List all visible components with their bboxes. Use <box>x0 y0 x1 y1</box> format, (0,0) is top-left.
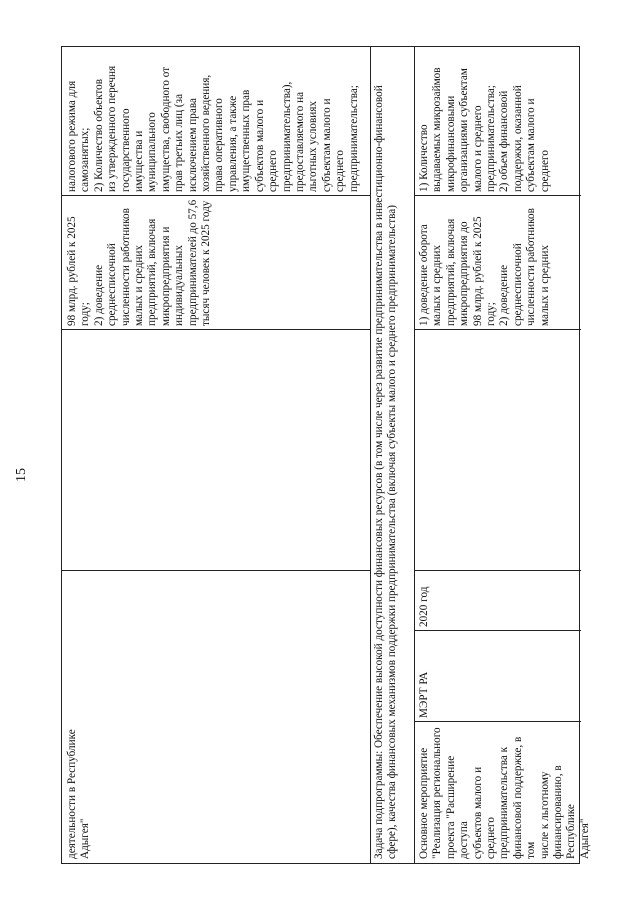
column-divider <box>414 630 581 631</box>
column-divider <box>414 329 581 330</box>
row1-event-cell: деятельности в Республике Адыгея" <box>66 729 92 859</box>
column-divider <box>414 195 581 196</box>
column-divider <box>414 721 581 722</box>
row1-indicator-cell: налогового режима для самозанятых; 2) Количество объектов из утвержденного перечня государственного имущества и муниципального имущества, свободного от прав третьих лиц (за исключением права хозяйственного ведения, права оперативного управления, а также имущественных прав субъектов малого и среднего предпринимательства), предоставляемого на льготных условиях субъектам малого и среднего предпринимательства; <box>66 65 360 192</box>
row3-period-cell: 2020 год <box>418 586 430 627</box>
program-table <box>61 46 591 864</box>
page-number: 15 <box>14 468 29 482</box>
row-divider <box>414 47 415 863</box>
row1-result-cell: 98 млрд. рублей к 2025 году; 2) доведение среднесписочной численности работников малых и средних предприятий, включая микропредприятия и индивидуальных предпринимателей до 57,6 тысяч человек к 2025 году <box>66 199 213 326</box>
column-divider <box>62 195 370 196</box>
column-divider <box>62 570 370 571</box>
row-divider <box>370 47 371 863</box>
row3-executor-cell: МЭРТ РА <box>418 671 430 718</box>
row3-indicator-cell: 1) Количество выдаваемых микрозаймов микрофинансовыми организациями субъектам малого и среднего предпринимательства; 2) объем финансовой поддержки, оказанной субъектам малого и среднего <box>418 67 551 192</box>
row3-event-cell: Основное мероприятие "Реализация регионального проекта "Расширение доступа субъектов малого и среднего предпринимательства к финансовой поддержке, в том числе к льготному финансированию, в Республике Адыгея" <box>418 727 591 859</box>
column-divider <box>62 329 370 330</box>
subprogram-task-row: Задача подпрограммы: Обеспечение высокой доступности финансовых ресурсов (в том числе через развитие предпринимательства в инвестиционно-финансовой сфере), качества финансовых механизмов поддержки предпринимательства (включая субъекты малого и среднего предпринимательства) <box>373 85 399 859</box>
row3-result-cell: 1) доведение оборота малых и средних предприятий, включая микропредприятия до 98 млрд. рублей к 2025 году; 2) доведение среднесписочной численности работников малых и средних <box>418 208 551 326</box>
column-divider <box>414 570 581 571</box>
